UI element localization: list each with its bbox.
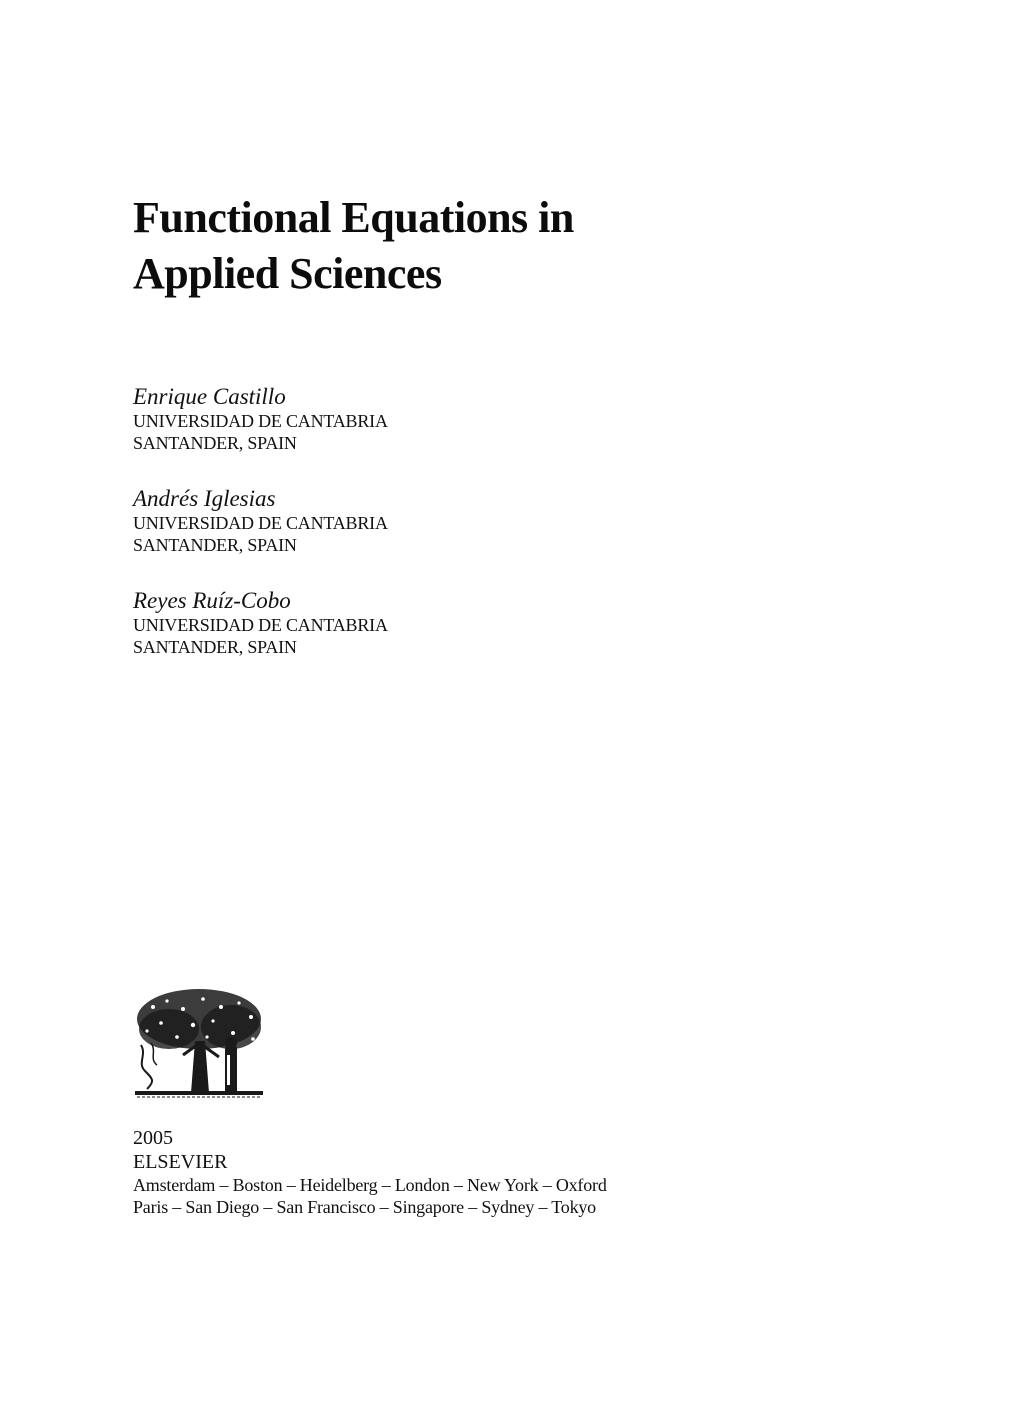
author-block-1 xyxy=(133,384,653,454)
author-name: Andrés Iglesias xyxy=(133,486,276,511)
author-location: SANTANDER, SPAIN xyxy=(133,637,297,657)
book-title-line-2: Applied Sciences xyxy=(133,249,442,298)
author-affiliation: UNIVERSIDAD DE CANTABRIA xyxy=(133,513,388,533)
publication-year: 2005 xyxy=(133,1127,173,1149)
author-affiliation: UNIVERSIDAD DE CANTABRIA xyxy=(133,615,388,635)
publisher-cities-line-1: Amsterdam – Boston – Heidelberg – London – New York – Oxford xyxy=(133,1175,607,1195)
author-name: Enrique Castillo xyxy=(133,384,286,409)
author-location: SANTANDER, SPAIN xyxy=(133,433,297,453)
author-location: SANTANDER, SPAIN xyxy=(133,535,297,555)
author-affiliation: UNIVERSIDAD DE CANTABRIA xyxy=(133,411,388,431)
book-title xyxy=(133,190,574,302)
publisher-name: ELSEVIER xyxy=(133,1151,228,1173)
author-name: Reyes Ruíz-Cobo xyxy=(133,588,291,613)
elsevier-tree-logo-icon xyxy=(133,985,265,1103)
author-block-2 xyxy=(133,486,653,556)
book-title-line-1: Functional Equations in xyxy=(133,193,574,242)
author-block-3 xyxy=(133,588,653,658)
publication-info xyxy=(133,1126,733,1218)
publisher-cities-line-2: Paris – San Diego – San Francisco – Singapore – Sydney – Tokyo xyxy=(133,1197,596,1217)
